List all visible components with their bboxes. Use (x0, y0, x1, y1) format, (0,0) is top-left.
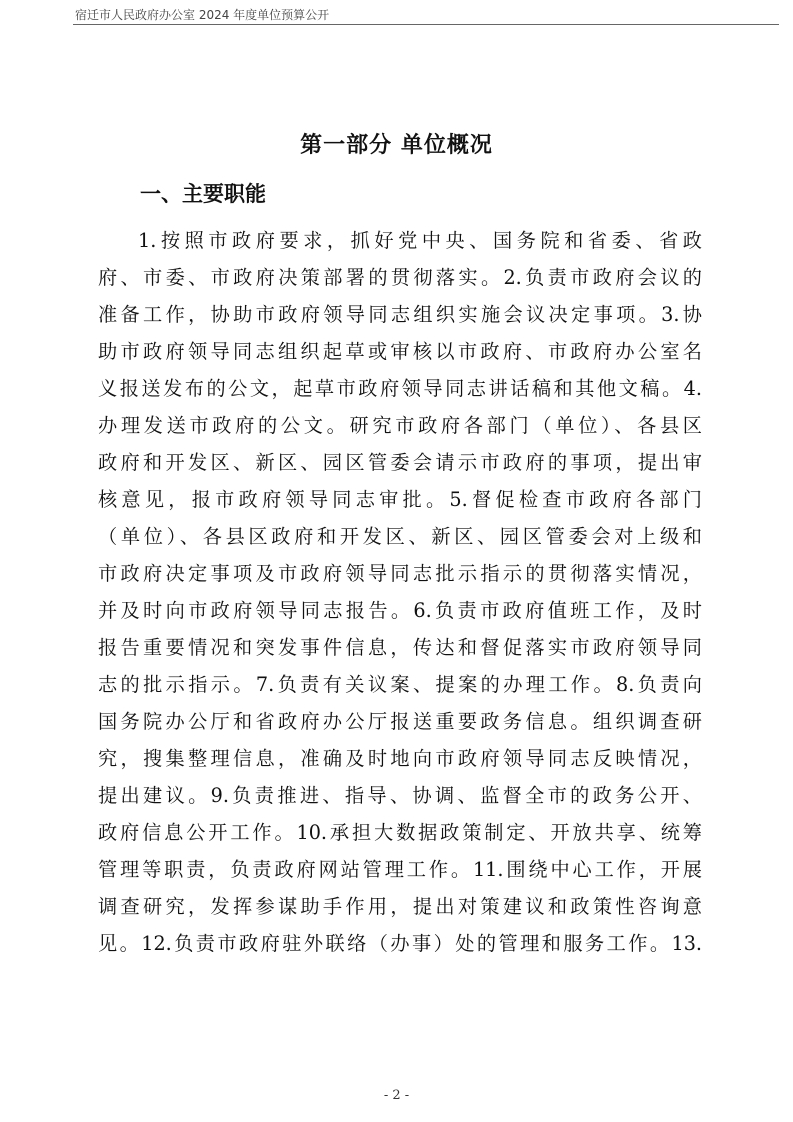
body-line: 办理发送市政府的公文。研究市政府各部门（单位）、各县区 (98, 414, 702, 437)
page-number: - 2 - (383, 1088, 410, 1103)
body-line: 管理等职责，负责政府网站管理工作。11.围绕中心工作，开展 (98, 858, 702, 881)
body-text (98, 222, 702, 962)
body-line: 政府信息公开工作。10.承担大数据政策制定、开放共享、统筹 (98, 821, 702, 844)
body-line: 府、市委、市政府决策部署的贯彻落实。2.负责市政府会议的 (98, 266, 702, 289)
body-line: 调查研究，发挥参谋助手作用，提出对策建议和政策性咨询意 (98, 895, 702, 918)
body-line: （单位）、各县区政府和开发区、新区、园区管委会对上级和 (98, 525, 702, 548)
body-line: 义报送发布的公文，起草市政府领导同志讲话稿和其他文稿。4. (98, 377, 702, 400)
body-line: 市政府决定事项及市政府领导同志批示指示的贯彻落实情况， (98, 562, 702, 585)
body-line: 准备工作，协助市政府领导同志组织实施会议决定事项。3.协 (98, 303, 702, 326)
body-line: 国务院办公厅和省政府办公厅报送重要政务信息。组织调查研 (98, 710, 702, 733)
section-heading: 一、主要职能 (140, 182, 266, 206)
body-line: 核意见，报市政府领导同志审批。5.督促检查市政府各部门 (98, 488, 702, 511)
header-rule (73, 24, 779, 25)
body-line: 志的批示指示。7.负责有关议案、提案的办理工作。8.负责向 (98, 673, 702, 696)
body-line: 究，搜集整理信息，准确及时地向市政府领导同志反映情况， (98, 747, 702, 770)
page-title: 第一部分 单位概况 (300, 133, 493, 158)
body-line: 助市政府领导同志组织起草或审核以市政府、市政府办公室名 (98, 340, 702, 363)
body-line: 政府和开发区、新区、园区管委会请示市政府的事项，提出审 (98, 451, 702, 474)
body-line: 报告重要情况和突发事件信息，传达和督促落实市政府领导同 (98, 636, 702, 659)
body-line: 提出建议。9.负责推进、指导、协调、监督全市的政务公开、 (98, 784, 702, 807)
body-line: 并及时向市政府领导同志报告。6.负责市政府值班工作，及时 (98, 599, 702, 622)
running-header: 宿迁市人民政府办公室 2024 年度单位预算公开 (75, 8, 330, 22)
body-line: 1.按照市政府要求，抓好党中央、国务院和省委、省政 (138, 229, 702, 252)
body-line: 见。12.负责市政府驻外联络（办事）处的管理和服务工作。13. (98, 932, 702, 955)
